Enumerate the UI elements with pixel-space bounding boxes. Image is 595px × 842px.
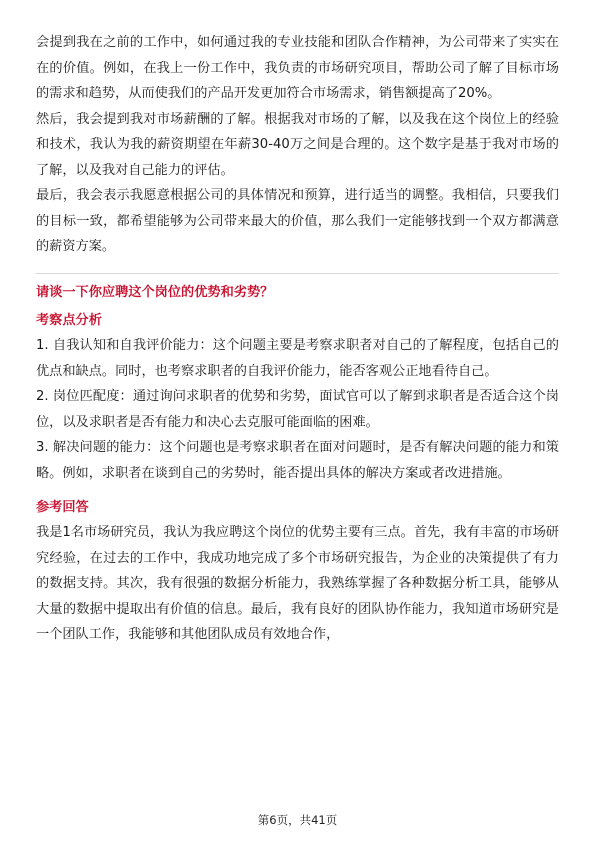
answer-text: 我是1名市场研究员，我认为我应聘这个岗位的优势主要有三点。首先，我有丰富的市场研究经验，在过去的工作中，我成功地完成了多个市场研究报告，为企业的决策提供了有力的数据支持。其次，我有很强的数据分析能力，我熟练掌握了各种数据分析工具，能够从大量的数据中提取出有价值的信息。最后，我有良好的团队协作能力，我知道市场研究是一个团队工作，我能够和其他团队成员有效地合作， [36,525,559,642]
page-number-footer: 第6页，共41页 [257,813,338,827]
analysis-item-1: 1. 自我认知和自我评价能力：这个问题主要是考察求职者对自己的了解程度，包括自己的优点和缺点。同时，也考察求职者的自我评价能力，能否客观公正地看待自己。 [36,338,559,379]
question-heading: 请谈一下你应聘这个岗位的优势和劣势？ [36,284,274,300]
intro-paragraph-3: 最后，我会表示我愿意根据公司的具体情况和预算，进行适当的调整。我相信，只要我们的目标一致，都希望能够为公司带来最大的价值，那么我们一定能够找到一个双方都满意的薪资方案。 [36,188,559,254]
analysis-label: 考察点分析 [36,313,102,328]
page-content [36,30,559,648]
intro-paragraph-1: 会提到我在之前的工作中，如何通过我的专业技能和团队合作精神，为公司带来了实实在在的价值。例如，在我上一份工作中，我负责的市场研究项目，帮助公司了解了目标市场的需求和趋势，从而使我们的产品开发更加符合市场需求，销售额提高了20%。 [36,35,559,101]
analysis-item-2: 2. 岗位匹配度：通过询问求职者的优势和劣势，面试官可以了解到求职者是否适合这个岗位，以及求职者是否有能力和决心去克服可能面临的困难。 [36,389,559,430]
analysis-item-3: 3. 解决问题的能力：这个问题也是考察求职者在面对问题时，是否有解决问题的能力和策略。例如，求职者在谈到自己的劣势时，能否提出具体的解决方案或者改进措施。 [36,440,559,481]
section-divider [36,273,559,274]
intro-paragraph-2: 然后，我会提到我对市场薪酬的了解。根据我对市场的了解，以及我在这个岗位上的经验和技术，我认为我的薪资期望在年薪30-40万之间是合理的。这个数字是基于我对市场的了解，以及我对自己能力的评估。 [36,111,559,178]
answer-label: 参考回答 [36,500,89,515]
